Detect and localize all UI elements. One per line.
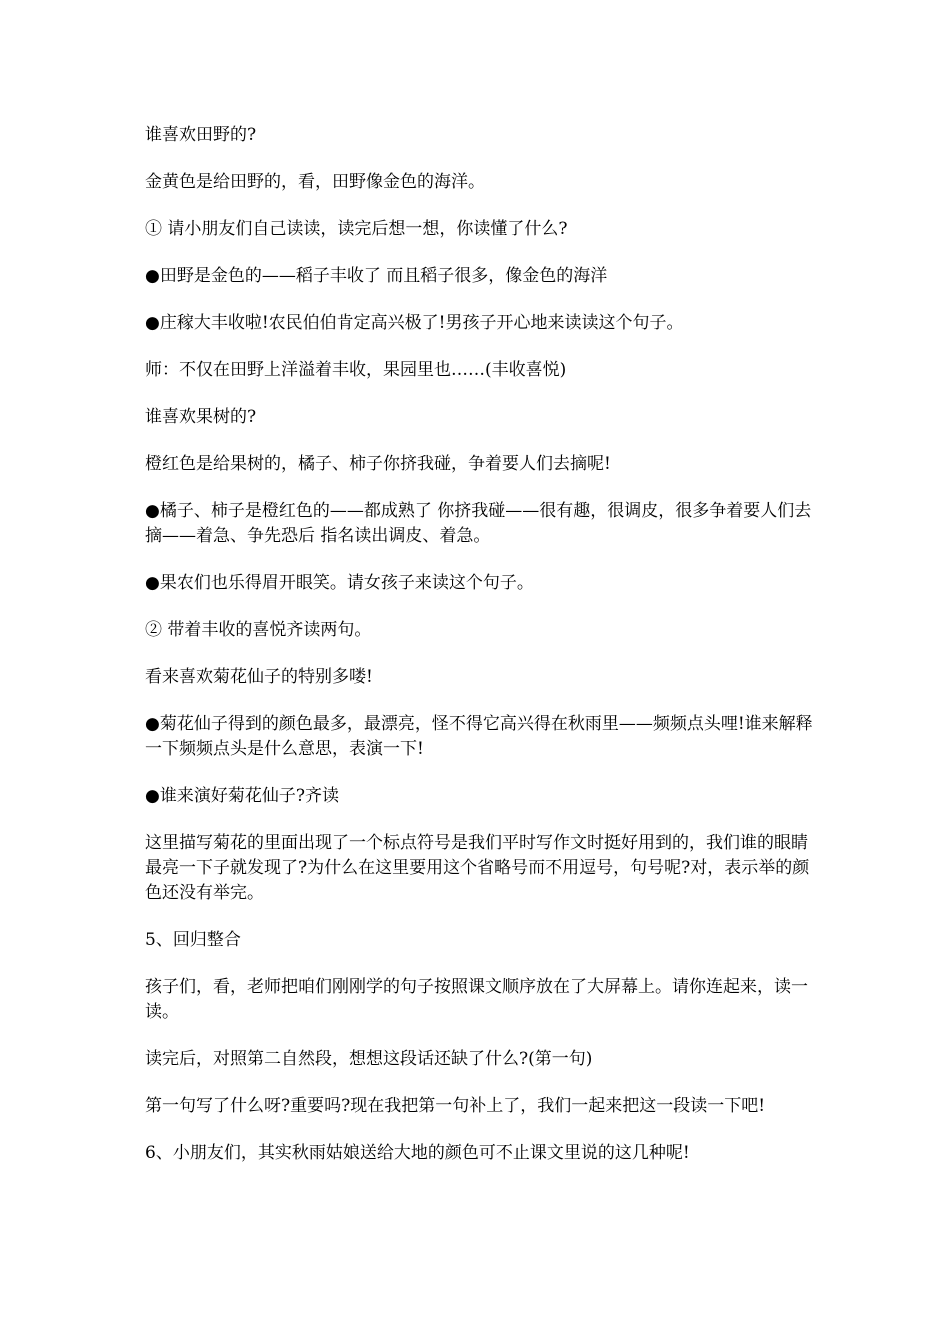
- paragraph-5: ●庄稼大丰收啦!农民伯伯肯定高兴极了!男孩子开心地来读读这个句子。: [145, 313, 684, 333]
- paragraph-9: ●橘子、柿子是橙红色的——都成熟了 你挤我碰——很有趣，很调皮，很多争着要人们去摘——着急、争先恐后 指名读出调皮、着急。: [145, 501, 812, 546]
- paragraph-14: ●谁来演好菊花仙子?齐读: [145, 786, 339, 806]
- paragraph-17: 孩子们，看，老师把咱们刚刚学的句子按照课文顺序放在了大屏幕上。请你连起来，读一读。: [145, 977, 808, 1022]
- paragraph-6: 师：不仅在田野上洋溢着丰收，果园里也……(丰收喜悦): [145, 360, 567, 380]
- paragraph-1: 谁喜欢田野的?: [145, 125, 257, 145]
- paragraph-7: 谁喜欢果树的?: [145, 407, 257, 427]
- paragraph-19: 第一句写了什么呀?重要吗?现在我把第一句补上了，我们一起来把这一段读一下吧!: [145, 1096, 766, 1116]
- paragraph-20: 6、小朋友们，其实秋雨姑娘送给大地的颜色可不止课文里说的这几种呢!: [145, 1143, 690, 1163]
- paragraph-13: ●菊花仙子得到的颜色最多，最漂亮，怪不得它高兴得在秋雨里——频频点头哩!谁来解释一下频频点头是什么意思，表演一下!: [145, 714, 813, 759]
- paragraph-12: 看来喜欢菊花仙子的特别多喽!: [145, 667, 373, 687]
- paragraph-4: ●田野是金色的——稻子丰收了 而且稻子很多，像金色的海洋: [145, 266, 608, 286]
- paragraph-16: 5、回归整合: [145, 930, 241, 950]
- paragraph-11: ② 带着丰收的喜悦齐读两句。: [145, 620, 372, 640]
- paragraph-15: 这里描写菊花的里面出现了一个标点符号是我们平时写作文时挺好用到的，我们谁的眼睛最亮一下子就发现了?为什么在这里要用这个省略号而不用逗号，句号呢?对，表示举的颜色还没有举完。: [145, 833, 810, 903]
- paragraph-18: 读完后，对照第二自然段，想想这段话还缺了什么?(第一句): [145, 1049, 593, 1069]
- paragraph-10: ●果农们也乐得眉开眼笑。请女孩子来读这个句子。: [145, 573, 534, 593]
- paragraph-3: ① 请小朋友们自己读读，读完后想一想，你读懂了什么?: [145, 219, 568, 239]
- document-body: [145, 123, 815, 1188]
- paragraph-2: 金黄色是给田野的，看，田野像金色的海洋。: [145, 172, 485, 192]
- paragraph-8: 橙红色是给果树的，橘子、柿子你挤我碰，争着要人们去摘呢!: [145, 454, 611, 474]
